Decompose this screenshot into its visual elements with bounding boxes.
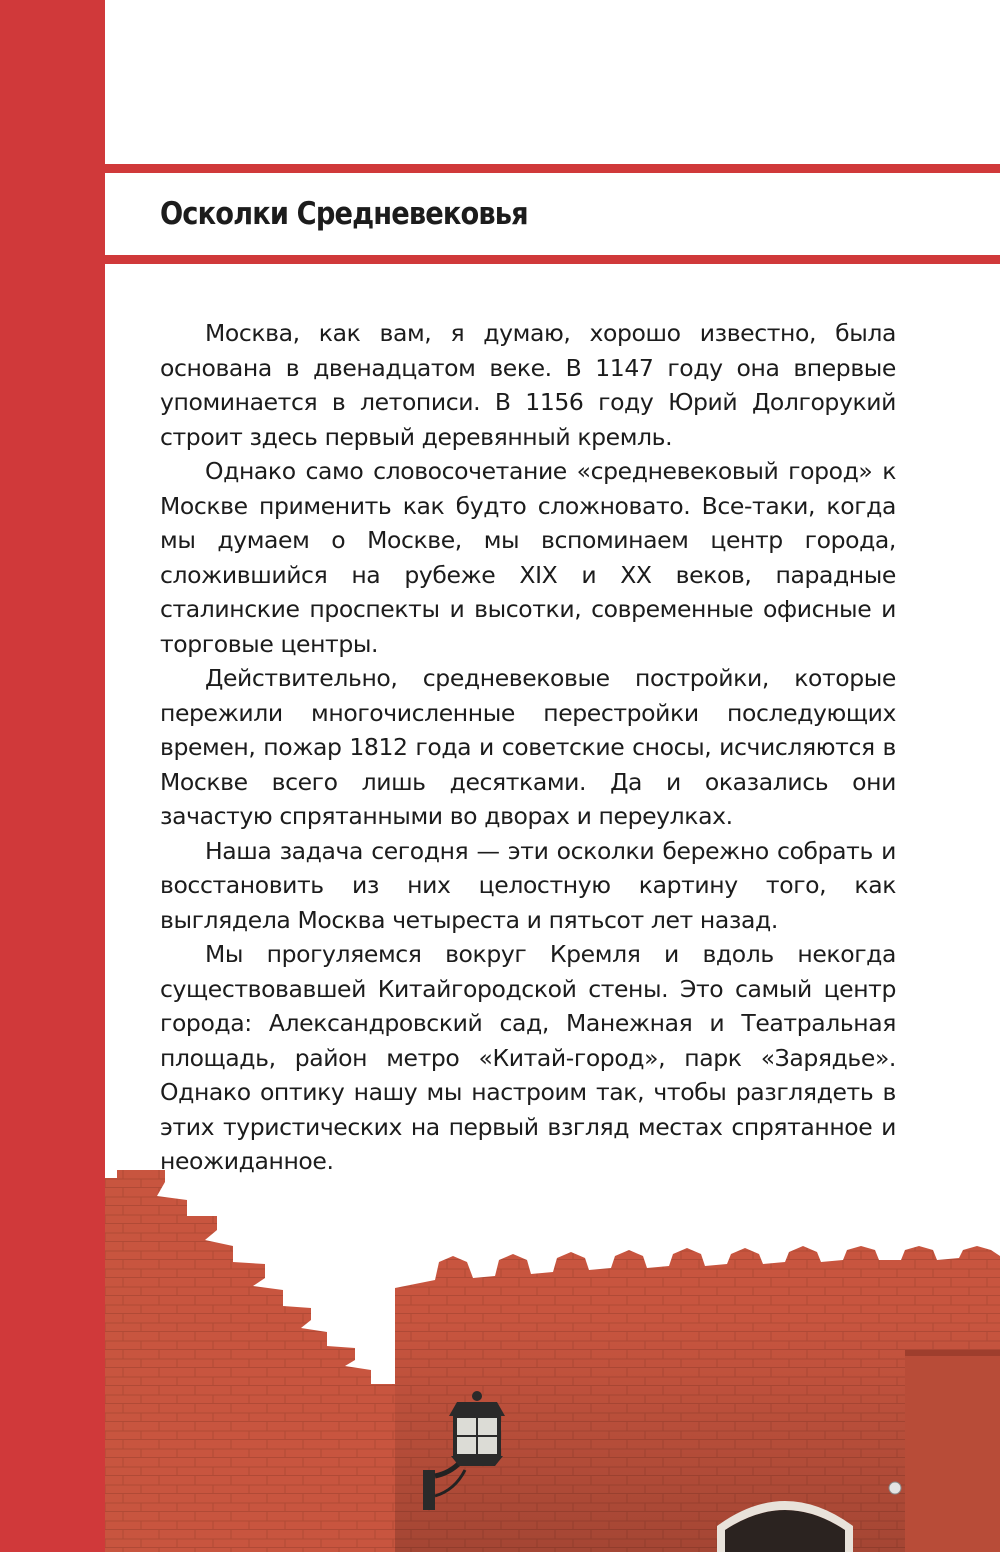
kremlin-wall-photo: [105, 1170, 1000, 1552]
paragraph: Наша задача сегодня — эти осколки бережно собрать и восстановить из них целостную картину того, как выглядела Москва четыреста и пятьсот лет назад.: [160, 836, 896, 934]
section-title: Осколки Средневековья: [160, 196, 528, 232]
paragraph: Москва, как вам, я думаю, хорошо известно, была основана в двенадцатом веке. В 1147 году она впервые упоминается в летописи. В 1156 году Юрий Долгорукий строит здесь первый деревянный кремль.: [160, 319, 896, 451]
header-rule-bottom: [105, 255, 1000, 264]
paragraph: Действительно, средневековые постройки, которые пережили многочисленные перестройки последующих времен, пожар 1812 года и советские сносы, исчисляются в Москве всего лишь десятками. Да и оказались они зачастую спрятанными во дворах и переулках.: [160, 664, 896, 830]
paragraph: Однако само словосочетание «средневековый город» к Москве применить как будто сложновато. Все-таки, когда мы думаем о Москве, мы вспоминаем центр города, сложившийся на рубеже XIX и XX веков, парадные сталинские проспекты и высотки, современные офисные и торговые центры.: [160, 457, 896, 658]
side-color-band: [0, 0, 105, 1552]
paragraph: Мы прогуляемся вокруг Кремля и вдоль некогда существовавшей Китайгородской стены. Это самый центр города: Александровский сад, Манежная и Театральная площадь, район метро «Китай-город», парк «Зарядье». Однако оптику нашу мы настроим так, чтобы разглядеть в этих туристических на первый взгляд местах спрятанное и неожиданное.: [160, 940, 896, 1175]
header-rule-top: [105, 164, 1000, 173]
body-text: [160, 316, 896, 1179]
